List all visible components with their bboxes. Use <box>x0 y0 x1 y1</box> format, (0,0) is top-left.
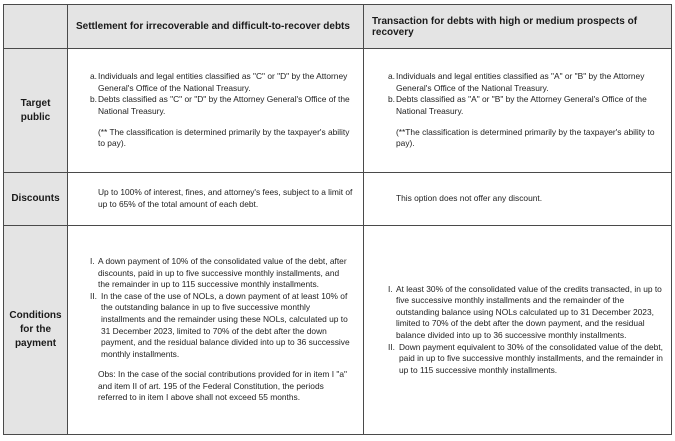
conditions-transaction <box>364 226 672 435</box>
header-transaction: Transaction for debts with high or medium prospects of recovery <box>364 5 672 49</box>
row-label-discounts: Discounts <box>4 173 68 226</box>
list-item: b. Debts classified as "A" or "B" by the Attorney General's Office of the National Treasury. <box>388 94 647 116</box>
list-item: a. Individuals and legal entities classified as "A" or "B" by the Attorney General's Office of the National Treasury. <box>388 71 645 93</box>
row-label-conditions: Conditions for the payment <box>4 226 68 435</box>
corner-cell <box>4 5 68 49</box>
row-target-public <box>4 49 672 173</box>
row-conditions <box>4 226 672 435</box>
list-item: b. Debts classified as "C" or "D" by the Attorney General's Office of the National Treasury. <box>90 94 350 116</box>
target-public-settlement <box>68 49 364 173</box>
obs-note: Obs: In the case of the social contributions provided for in item I "a" and item II of art. 195 of the Federal Constitution, the periods referred to in item I above shall not exceed 55 months. <box>98 369 347 403</box>
conditions-settlement <box>68 226 364 435</box>
classification-note: (** The classification is determined primarily by the taxpayer's ability to pay). <box>98 126 350 149</box>
list-item: II. In the case of the use of NOLs, a down payment of at least 10% of the outstanding balance in up to five successive monthly installments and the remainder using these NOLs, calculated up to 31 December 2023, limited to 70% of the debt after the down payment, and the residual balance divided into up to 36 successive monthly installments. <box>90 290 350 359</box>
discounts-transaction: This option does not offer any discount. <box>364 173 672 226</box>
row-discounts <box>4 173 672 226</box>
discounts-settlement: Up to 100% of interest, fines, and attorney's fees, subject to a limit of up to 65% of the total amount of each debt. <box>68 173 364 226</box>
target-public-transaction <box>364 49 672 173</box>
list-item: a. Individuals and legal entities classified as "C" or "D" by the Attorney General's Office of the National Treasury. <box>90 71 348 93</box>
list-item: II. Down payment equivalent to 30% of the consolidated value of the debt, paid in up to five successive monthly installments, and the remainder in up to 115 successive monthly installments. <box>388 341 663 375</box>
classification-note: (**The classification is determined primarily by the taxpayer's ability to pay). <box>396 126 655 149</box>
list-item: I. A down payment of 10% of the consolidated value of the debt, after discounts, paid in up to five successive monthly installments, and the remainder in up to 115 successive monthly installments. <box>90 255 347 290</box>
list-item: I. At least 30% of the consolidated value of the credits transacted, in up to five successive monthly installments and the remainder of the outstanding balance using NOLs calculated up to 31 December 2023, limited to 70% of the debt after the down payment, and the residual balance divided into up to 36 successive monthly installments. <box>388 283 662 340</box>
comparison-table <box>3 4 672 435</box>
header-row <box>4 5 672 49</box>
row-label-target-public: Target public <box>4 49 68 173</box>
header-settlement: Settlement for irrecoverable and difficult-to-recover debts <box>68 5 364 49</box>
